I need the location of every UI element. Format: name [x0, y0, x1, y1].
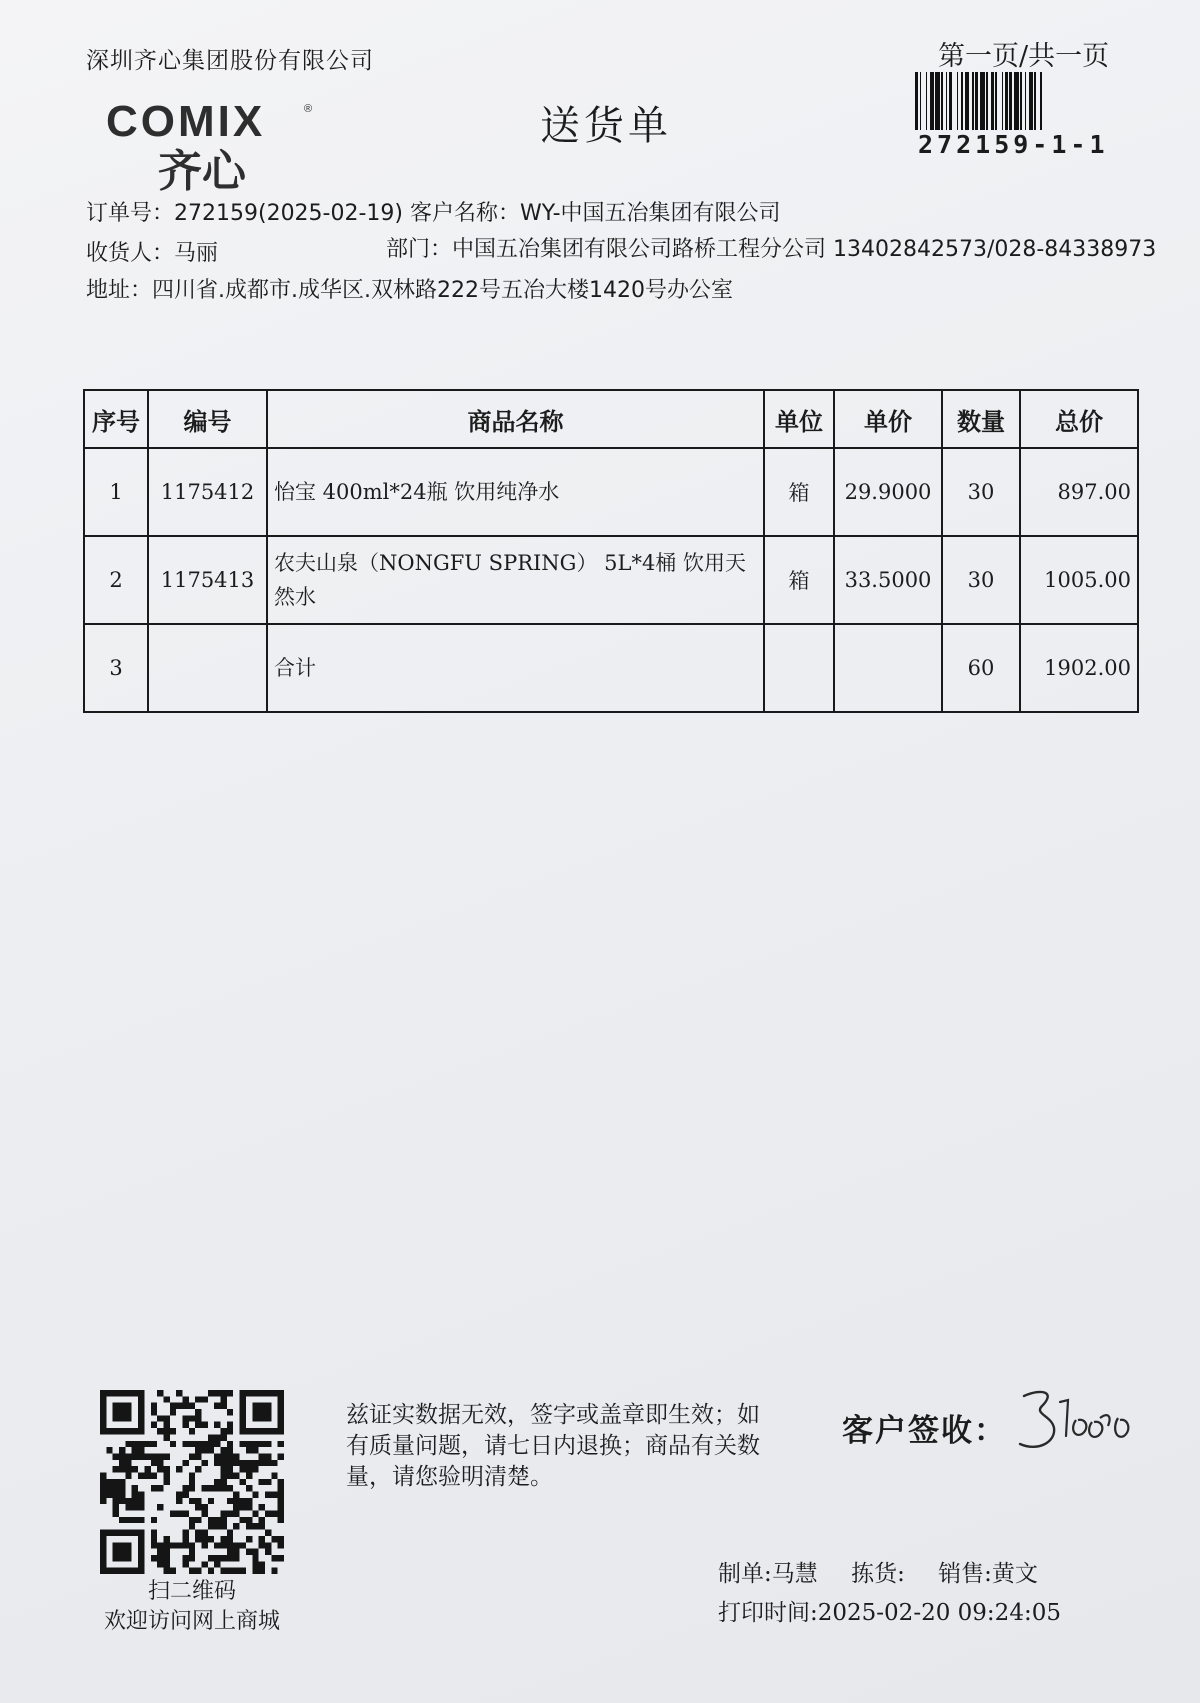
document-title: 送货单: [540, 103, 672, 149]
cell-quantity: 30: [942, 536, 1020, 624]
table-row: [84, 448, 1138, 536]
company-name: 深圳齐心集团股份有限公司: [86, 48, 374, 74]
qr-caption-line2: 欢迎访问网上商城: [103, 1609, 280, 1634]
items-table: [83, 389, 1139, 713]
customer-sign-label: 客户签收：: [842, 1413, 1007, 1449]
qr-caption: [100, 1577, 284, 1637]
cell-unit-price: 29.9000: [834, 448, 942, 536]
page-info: 第一页/共一页: [938, 41, 1110, 72]
print-time: 打印时间:2025-02-20 09:24:05: [718, 1600, 1061, 1626]
cell-total: 897.00: [1020, 448, 1138, 536]
cell-total: 1902.00: [1020, 624, 1138, 712]
cell-index: 1: [84, 448, 148, 536]
qr-caption-line1: 扫二维码: [147, 1579, 236, 1604]
cell-code: 1175413: [148, 536, 267, 624]
comix-logo: [106, 98, 346, 194]
header-index: 序号: [84, 390, 148, 448]
address: 地址：四川省.成都市.成华区.双林路222号五冶大楼1420号办公室: [86, 278, 733, 303]
header-product-name: 商品名称: [267, 390, 764, 448]
staff-info: [718, 1555, 1064, 1588]
header-quantity: 数量: [942, 390, 1020, 448]
cell-unit-price: 33.5000: [834, 536, 942, 624]
staff-maker: 制单:马慧: [718, 1561, 818, 1587]
order-info: 订单号：272159(2025-02-19) 客户名称：WY-中国五冶集团有限公司: [86, 201, 781, 226]
notice-text: 兹证实数据无效，签字或盖章即生效；如有质量问题，请七日内退换；商品有关数量，请您验明清楚。: [346, 1402, 760, 1490]
department: 部门：中国五冶集团有限公司路桥工程分公司 13402842573/028-84338973: [386, 237, 1157, 262]
header-code: 编号: [148, 390, 267, 448]
cell-quantity: 60: [942, 624, 1020, 712]
barcode-number: 272159-1-1: [918, 130, 1109, 159]
cell-code: [148, 624, 267, 712]
header-total: 总价: [1020, 390, 1138, 448]
cell-index: 3: [84, 624, 148, 712]
svg-text:®: ®: [304, 103, 313, 115]
cell-code: 1175412: [148, 448, 267, 536]
table-row: [84, 536, 1138, 624]
cell-quantity: 30: [942, 448, 1020, 536]
cell-unit: 箱: [764, 448, 834, 536]
cell-product-name: 农夫山泉（NONGFU SPRING） 5L*4桶 饮用天然水: [267, 536, 764, 624]
receiver: 收货人：马丽: [86, 241, 219, 266]
staff-picker: 拣货:: [851, 1561, 905, 1587]
cell-total: 1005.00: [1020, 536, 1138, 624]
svg-text:COMIX: COMIX: [106, 98, 266, 146]
cell-unit-price: [834, 624, 942, 712]
svg-text:齐心: 齐心: [158, 146, 246, 194]
cell-unit: 箱: [764, 536, 834, 624]
handwritten-signature: [1012, 1382, 1142, 1462]
qr-code: [100, 1390, 284, 1574]
table-row-total: [84, 624, 1138, 712]
cell-index: 2: [84, 536, 148, 624]
cell-unit: [764, 624, 834, 712]
header-unit-price: 单价: [834, 390, 942, 448]
header-unit: 单位: [764, 390, 834, 448]
table-header-row: [84, 390, 1138, 448]
cell-product-name: 合计: [267, 624, 764, 712]
cell-product-name: 怡宝 400ml*24瓶 饮用纯净水: [267, 448, 764, 536]
barcode: [915, 72, 1130, 130]
staff-sales: 销售:黄文: [938, 1561, 1038, 1587]
